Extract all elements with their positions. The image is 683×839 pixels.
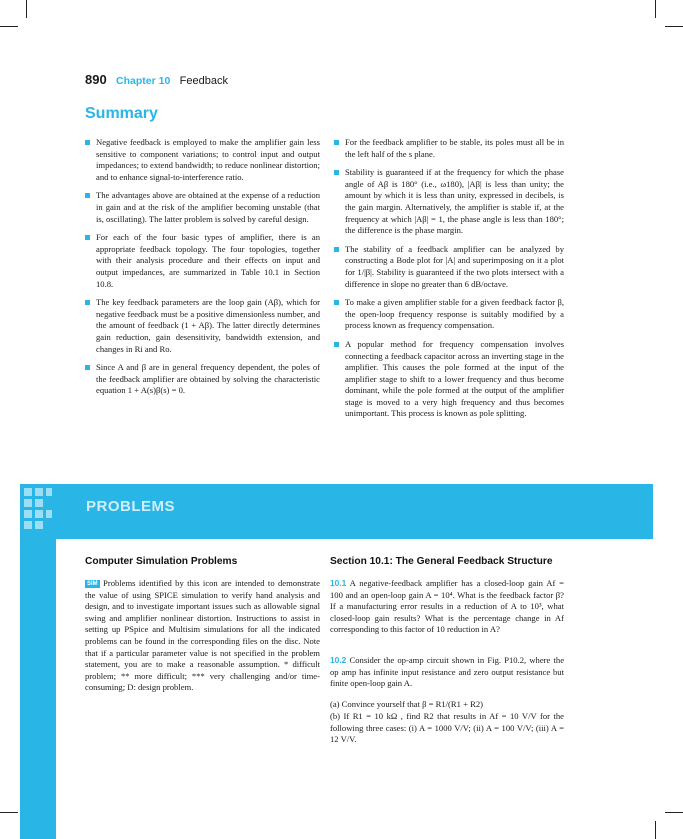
summary-bullet: Stability is guaranteed if at the frequency for which the phase angle of Aβ is 180° (i.e., ω180), |Aβ| is less than unity; the amount by which it is less than unity, expressed in decibels, is the gain margin. Alternatively, the amplifier is stable if, at the frequency at which |Aβ| = 1, the phase angle is less than 180°; the difference is the phase margin. xyxy=(334,167,564,237)
summary-bullet: Negative feedback is employed to make the amplifier gain less sensitive to component variations; to control input and output impedances; to extend bandwidth; to reduce nonlinear distortion; and to enhance signal-to-interference ratio. xyxy=(85,137,320,183)
summary-right-column xyxy=(334,137,564,427)
summary-bullet: The advantages above are obtained at the expense of a reduction in gain and at the risk of the amplifier becoming unstable (that is, oscillating). The latter problem is solved by careful design. xyxy=(85,190,320,225)
summary-heading: Summary xyxy=(85,105,158,122)
summary-bullet: For the feedback amplifier to be stable, its poles must all be in the left half of the s plane. xyxy=(334,137,564,160)
summary-bullet: For each of the four basic types of amplifier, there is an appropriate feedback topology. The four topologies, together with their analysis procedure and their effects on input and output impedances, are summarized in Table 10.1 in Section 10.8. xyxy=(85,232,320,290)
summary-bullet: The stability of a feedback amplifier can be analyzed by constructing a Bode plot for |A| and superimposing on it a plot for 1/|β|. Stability is guaranteed if the two plots intersect with a difference in slope no greater than 6 dB/octave. xyxy=(334,244,564,290)
computer-simulation-body: Problems identified by this icon are intended to demonstrate the value of using SPICE simulation to verify hand analysis and design, and to investigate important issues such as allowable signal swing and amplifier nonlinear distortion. Instructions to assist in setting up PSpice and Multisim simulations for all the indicated problems can be found in the corresponding files on the disc. Note that if a particular parameter value is not specified in the problem statement, you are to make a reasonable assumption. * difficult problem; ** more difficult; *** very challenging and/or time-consuming; D: design problem. xyxy=(85,578,320,693)
crop-mark xyxy=(665,26,683,27)
problem-text: Consider the op-amp circuit shown in Fig. P10.2, where the op amp has infinite input resistance and zero output resistance but finite open-loop gain A. xyxy=(330,655,565,689)
problem-text: A negative-feedback amplifier has a closed-loop gain Af = 100 and an open-loop gain A = 10⁴. What is the feedback factor β? If a manufacturing error results in a reduction of A to 10³, what closed-loop gain results? What is the percentage change in Af corresponding to this factor of 10 reduction in A? xyxy=(330,578,564,635)
chapter-label: Chapter 10 xyxy=(116,75,171,87)
crop-mark xyxy=(0,26,18,27)
crop-mark xyxy=(0,812,18,813)
problem-10-2-part-a: (a) Convince yourself that β = R1/(R1 + R2) xyxy=(330,699,483,709)
crop-mark xyxy=(665,812,683,813)
summary-bullet: A popular method for frequency compensation involves connecting a feedback capacitor across an inverting stage in the amplifier. This causes the pole formed at the input of the amplifier stage to shift to a lower frequency and thus become dominant, while the pole formed at the output of the amplifier stage is moved to a very high frequency and thus becomes unimportant. This process is known as pole splitting. xyxy=(334,339,564,420)
computer-simulation-text xyxy=(85,578,320,694)
problem-10-2 xyxy=(330,655,564,690)
page-number: 890 xyxy=(85,72,107,87)
summary-bullet: Since A and β are in general frequency dependent, the poles of the feedback amplifier are obtained by solving the characteristic equation 1 + A(s)β(s) = 0. xyxy=(85,362,320,397)
computer-simulation-heading: Computer Simulation Problems xyxy=(85,556,238,567)
running-header xyxy=(85,72,228,87)
summary-bullet: To make a given amplifier stable for a given feedback factor β, the open-loop frequency response is suitably modified by a process known as frequency compensation. xyxy=(334,297,564,332)
section-heading: Section 10.1: The General Feedback Structure xyxy=(330,556,553,567)
crop-mark xyxy=(655,0,656,18)
summary-bullet: The key feedback parameters are the loop gain (Aβ), which for negative feedback must be a positive dimensionless number, and the amount of feedback (1 + Aβ). The latter directly determines gain reduction, gain desensitivity, bandwidth extension, and changes in Ri and Ro. xyxy=(85,297,320,355)
problems-sidebar xyxy=(20,539,56,839)
crop-mark xyxy=(26,0,27,18)
summary-left-column xyxy=(85,137,320,404)
problem-number: 10.2 xyxy=(330,655,347,665)
problem-number: 10.1 xyxy=(330,578,347,588)
sim-icon: SIM xyxy=(87,581,98,587)
problem-10-1 xyxy=(330,578,564,636)
chapter-title: Feedback xyxy=(179,75,228,87)
problems-heading: PROBLEMS xyxy=(86,498,176,515)
problem-10-2-part-b: (b) If R1 = 10 kΩ , find R2 that results in Af = 10 V/V for the following three cases: (i) A = 1000 V/V; (ii) A = 100 V/V; (iii) A = 12 V/V. xyxy=(330,711,564,745)
crop-mark xyxy=(655,821,656,839)
